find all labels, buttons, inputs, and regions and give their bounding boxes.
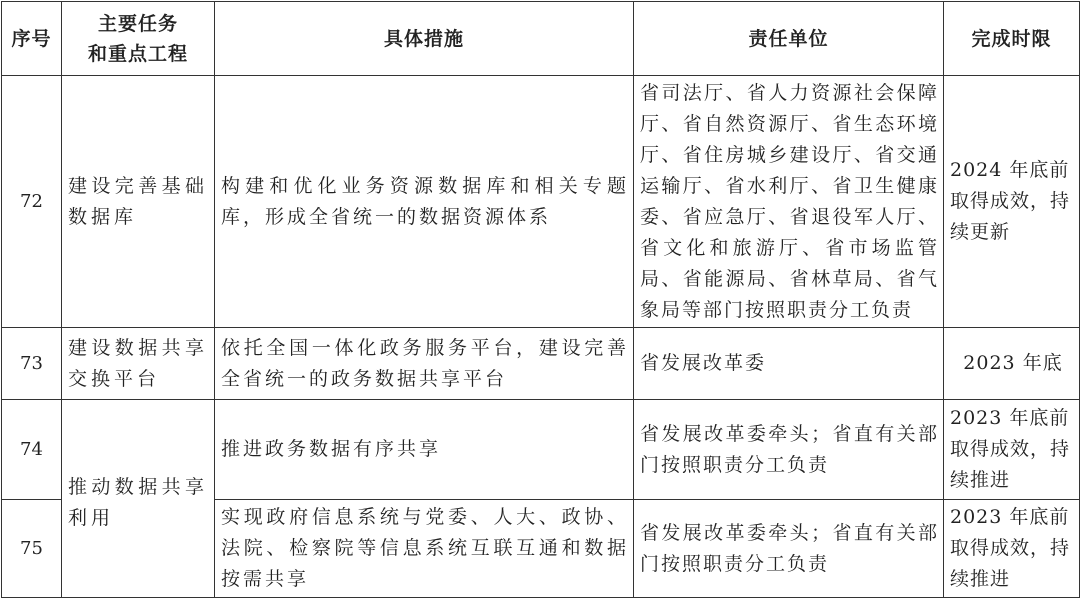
unit-cell: 省发展改革委牵头；省直有关部门按照职责分工负责 — [634, 500, 944, 598]
header-unit: 责任单位 — [634, 2, 944, 76]
task-table — [1, 1, 1080, 598]
task-cell: 建设数据共享交换平台 — [62, 328, 215, 400]
table-row — [2, 76, 1080, 328]
header-row — [2, 2, 1080, 76]
table-row — [2, 400, 1080, 500]
deadline-cell: 2023 年底前取得成效，持续推进 — [944, 500, 1080, 598]
measures-cell: 依托全国一体化政务服务平台，建设完善全省统一的政务数据共享平台 — [215, 328, 634, 400]
header-seq: 序号 — [2, 2, 62, 76]
header-task — [62, 2, 215, 76]
measures-cell: 推进政务数据有序共享 — [215, 400, 634, 500]
deadline-cell: 2023 年底 — [944, 328, 1080, 400]
seq-cell: 73 — [2, 328, 62, 400]
deadline-cell: 2023 年底前取得成效，持续推进 — [944, 400, 1080, 500]
deadline-cell: 2024 年底前取得成效，持续更新 — [944, 76, 1080, 328]
seq-cell: 72 — [2, 76, 62, 328]
unit-cell: 省司法厅、省人力资源社会保障厅、省自然资源厅、省生态环境厅、省住房城乡建设厅、省交通运输厅、省水利厅、省卫生健康委、省应急厅、省退役军人厅、省文化和旅游厅、省市场监管局、省能源局、省林草局、省气象局等部门按照职责分工负责 — [634, 76, 944, 328]
task-cell: 推动数据共享利用 — [62, 400, 215, 598]
seq-cell: 75 — [2, 500, 62, 598]
table-row — [2, 328, 1080, 400]
task-cell: 建设完善基础数据库 — [62, 76, 215, 328]
header-task-line2: 和重点工程 — [87, 42, 188, 65]
seq-cell: 74 — [2, 400, 62, 500]
header-measures: 具体措施 — [215, 2, 634, 76]
unit-cell: 省发展改革委 — [634, 328, 944, 400]
unit-cell: 省发展改革委牵头；省直有关部门按照职责分工负责 — [634, 400, 944, 500]
measures-cell: 实现政府信息系统与党委、人大、政协、法院、检察院等信息系统互联互通和数据按需共享 — [215, 500, 634, 598]
measures-cell: 构建和优化业务资源数据库和相关专题库，形成全省统一的数据资源体系 — [215, 76, 634, 328]
header-deadline: 完成时限 — [944, 2, 1080, 76]
header-task-line1: 主要任务 — [97, 12, 178, 35]
